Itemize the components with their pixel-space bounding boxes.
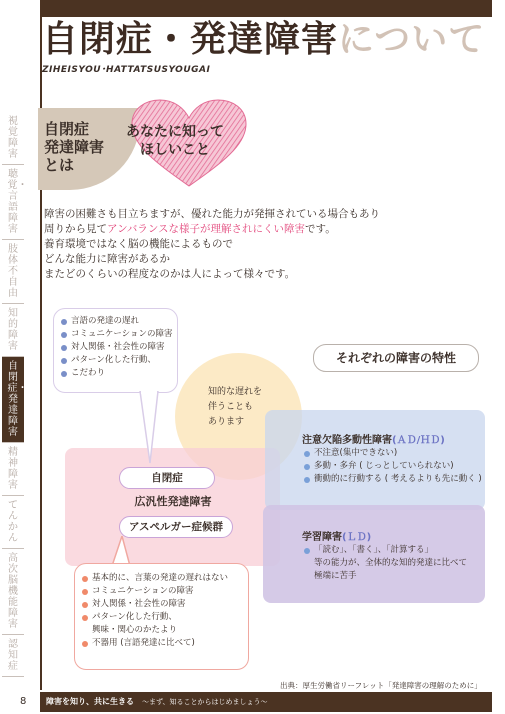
- side-tab-label: 肢体不自由: [8, 244, 18, 299]
- asperger-trait: コミュニケーションの障害: [80, 585, 248, 598]
- autism-label: 自閉症: [119, 467, 215, 489]
- ld-trait-cont: 等の能力が、全体的な知的発達に比べて: [314, 558, 468, 568]
- side-tab[interactable]: [2, 443, 24, 496]
- autism-trait: 対人関係・社会性の障害: [59, 341, 177, 354]
- intro-badge-text: [44, 120, 104, 174]
- title-suffix: について: [338, 19, 486, 60]
- asperger-trait: 対人関係・社会性の障害: [80, 598, 248, 611]
- paragraph-text: です。: [305, 223, 336, 235]
- adhd-trait: 不注意(集中できない): [302, 447, 482, 460]
- ld-title-text: 学習障害: [302, 532, 342, 543]
- paragraph-line: [44, 222, 380, 237]
- footer-title: 障害を知り、共に生きる: [46, 697, 134, 706]
- intro-badge-line: 発達障害: [44, 138, 105, 156]
- intro-badge-line: とは: [44, 156, 75, 174]
- side-tab-label: 聴覚・言語障害: [7, 169, 28, 235]
- paragraph-text: 周りから見て: [44, 223, 107, 235]
- side-tabs: [2, 112, 28, 677]
- page-number: 8: [20, 696, 27, 707]
- asperger-trait: パターン化した行動、: [80, 611, 248, 624]
- intro-badge-line: 自閉症: [44, 120, 90, 138]
- asperger-trait-cont: 興味・関心のかたより: [92, 625, 178, 635]
- page-title: [42, 18, 485, 62]
- side-tab[interactable]: [2, 496, 24, 549]
- asperger-label: アスペルガー症候群: [119, 516, 233, 538]
- autism-trait: パターン化した行動、: [59, 354, 177, 367]
- pdd-label: 広汎性発達障害: [134, 495, 212, 508]
- circle-text-line: 知的な遅れを: [208, 387, 263, 397]
- intellectual-delay-text: [208, 385, 262, 430]
- title-main: 自閉症・発達障害: [42, 19, 339, 60]
- footer-text: [46, 696, 267, 707]
- adhd-trait: 多動・多弁 ( じっとしていられない): [302, 460, 482, 473]
- ld-description: [302, 544, 467, 583]
- heart-text-line: あなたに知って: [126, 124, 224, 140]
- asperger-traits-box: [74, 563, 249, 670]
- circle-text-line: あります: [208, 417, 245, 427]
- callout-pointer: [138, 391, 160, 465]
- autism-trait-cont: [59, 367, 177, 380]
- side-tab-label: 視覚障害: [8, 116, 18, 160]
- heart-text-line: ほしいこと: [140, 142, 210, 158]
- autism-traits-box: [53, 308, 178, 393]
- heart-text: [126, 123, 224, 159]
- side-tab-label: 高次脳機能障害: [8, 553, 18, 630]
- paragraph-line: どんな能力に障害があるか: [44, 253, 170, 265]
- intro-paragraph: [44, 207, 380, 282]
- side-tab[interactable]: [2, 112, 24, 165]
- autism-trait: 言語の発達の遅れ: [59, 315, 177, 328]
- autism-trait: コミュニケーションの障害: [59, 328, 177, 341]
- source-note: 出典：厚生労働省リーフレット「発達障害の理解のために」: [280, 680, 482, 693]
- adhd-trait: 衝動的に行動する ( 考えるよりも先に動く ): [302, 473, 482, 486]
- side-tab[interactable]: [2, 304, 24, 357]
- paragraph-highlight: アンバランスな様子が理解されにくい障害: [107, 223, 306, 235]
- adhd-traits: [302, 447, 482, 486]
- paragraph-line: 障害の困難さも目立ちますが、優れた能力が発揮されている場合もあり: [44, 208, 380, 220]
- side-tab[interactable]: [2, 357, 28, 443]
- paragraph-line: 養育環境ではなく脳の機能によるもので: [44, 238, 233, 250]
- characteristics-heading: それぞれの障害の特性: [313, 344, 479, 372]
- title-romaji: ZIHEISYOU･HATTATSUSYOUGAI: [42, 65, 211, 75]
- adhd-title: [302, 431, 445, 446]
- top-bar: [40, 0, 492, 17]
- side-tab-label: 自閉症・発達障害: [7, 361, 28, 438]
- adhd-abbr: (ＡＤ/ＨＤ): [392, 435, 445, 446]
- side-tab[interactable]: [2, 240, 24, 304]
- asperger-trait: 不器用 (言語発達に比べて): [80, 637, 248, 650]
- side-tab-label: 認知症: [8, 639, 18, 672]
- side-tab[interactable]: [2, 635, 24, 677]
- side-tab-label: 知的障害: [8, 308, 18, 352]
- ld-title: [302, 528, 371, 543]
- side-tab-label: てんかん: [8, 500, 18, 544]
- paragraph-line: またどのくらいの程度なのかは人によって様々です。: [44, 268, 296, 280]
- side-tab[interactable]: [2, 549, 24, 635]
- side-tab-label: 精神障害: [8, 447, 18, 491]
- adhd-title-text: 注意欠陥多動性障害: [302, 435, 392, 446]
- footer-subtitle: 〜まず、知ることからはじめましょう〜: [142, 698, 268, 706]
- circle-text-line: 伴うことも: [208, 402, 254, 412]
- ld-trait: 「読む」、「書く」、「計算する」: [302, 544, 467, 557]
- left-border-line: [40, 0, 42, 690]
- callout-pointer: [108, 536, 134, 566]
- ld-abbr: (ＬＤ): [342, 532, 372, 543]
- asperger-trait: 基本的に、言葉の発達の遅れはない: [80, 572, 248, 585]
- autism-trait-text: こだわり: [71, 368, 106, 378]
- ld-trait-cont: 極端に苦手: [314, 571, 357, 581]
- side-tab[interactable]: [2, 165, 28, 240]
